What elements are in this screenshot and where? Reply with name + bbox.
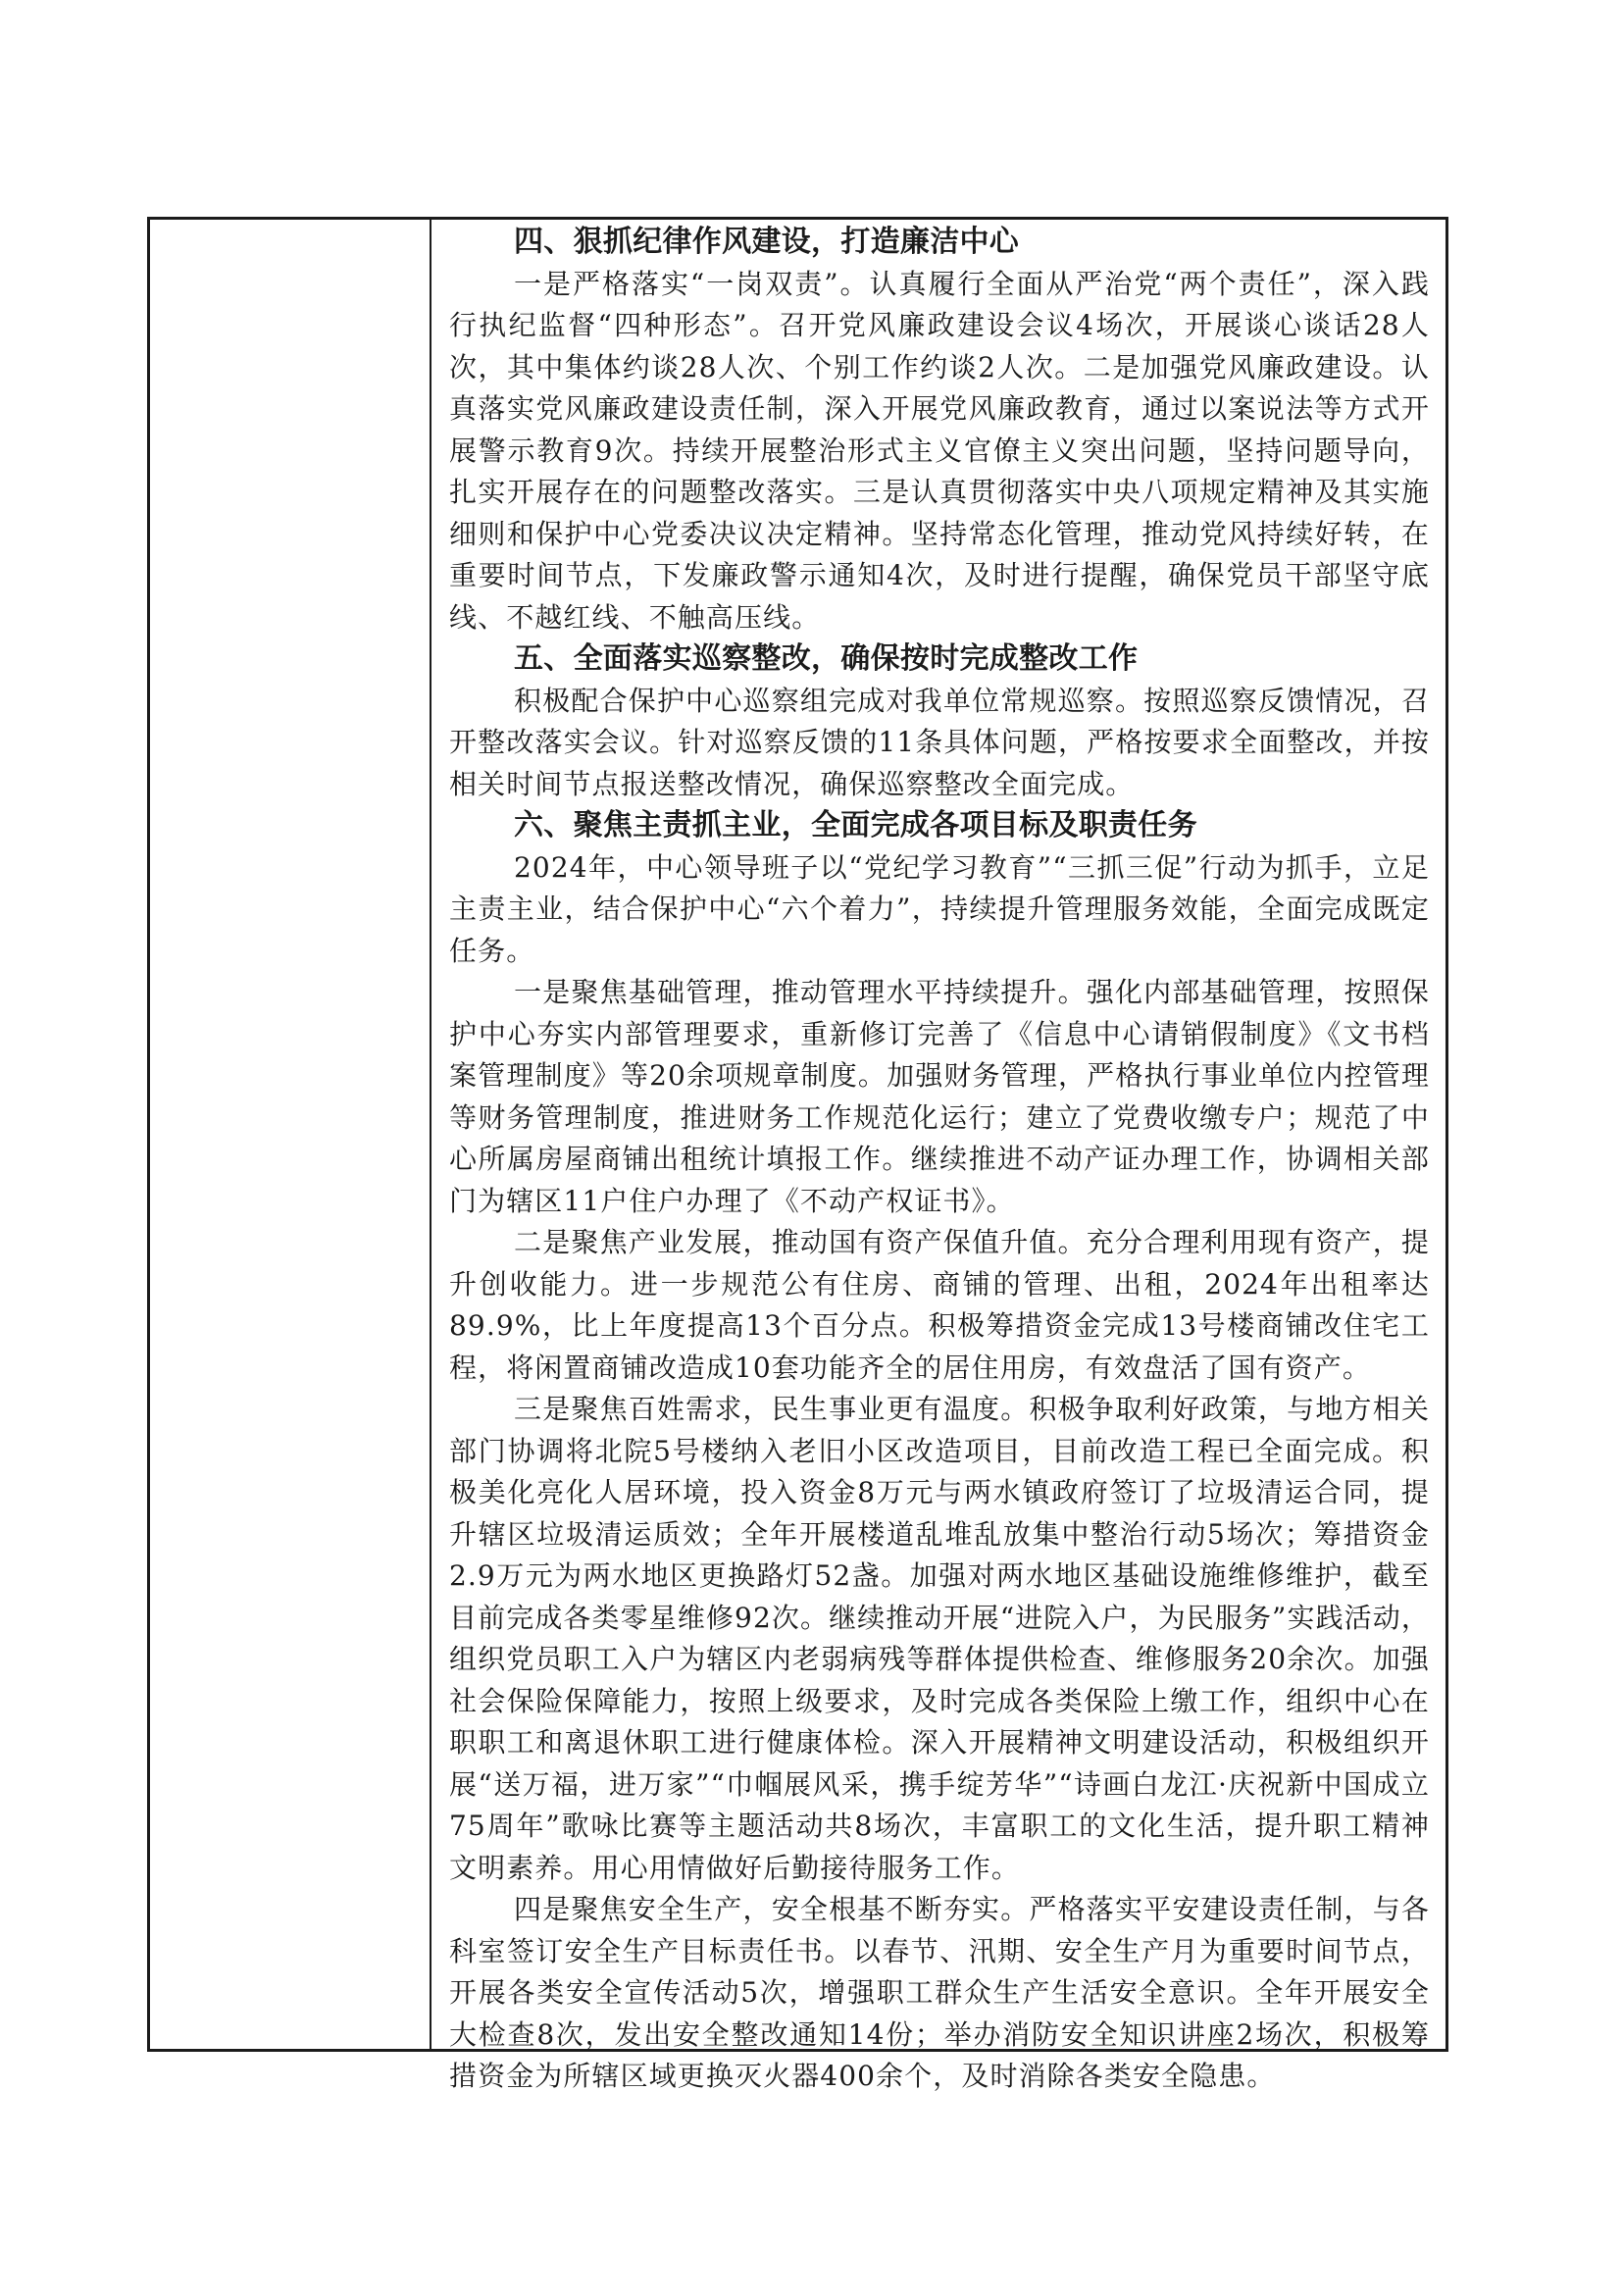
section-paragraph: 一是严格落实“一岗双责”。认真履行全面从严治党“两个责任”，深入践行执纪监督“四种形态”。召开党风廉政建设会议4场次，开展谈心谈话28人次，其中集体约谈28人次、个别工作约谈2人次。二是加强党风廉政建设。认真落实党风廉政建设责任制，深入开展党风廉政教育，通过以案说法等方式开展警示教育9次。持续开展整治形式主义官僚主义突出问题，坚持问题导向，扎实开展存在的问题整改落实。三是认真贯彻落实中央八项规定精神及其实施细则和保护中心党委决议决定精神。坚持常态化管理，推动党风持续好转，在重要时间节点，下发廉政警示通知4次，及时进行提醒，确保党员干部坚守底线、不越红线、不触高压线。 [449, 267, 1430, 634]
section-main-responsibilities [449, 805, 1430, 2098]
form-table [147, 217, 1448, 2092]
section-discipline [449, 222, 1430, 638]
section-heading: 四、狠抓纪律作风建设，打造廉洁中心 [514, 225, 1020, 259]
section-inspection-rectification [449, 638, 1430, 805]
section-heading: 六、聚焦主责抓主业，全面完成各项目标及职责任务 [514, 808, 1197, 842]
label-column [150, 220, 431, 2049]
section-paragraph: 四是聚焦安全生产，安全根基不断夯实。严格落实平安建设责任制，与各科室签订安全生产目标责任书。以春节、汛期、安全生产月为重要时间节点，开展各类安全宣传活动5次，增强职工群众生产生活安全意识。全年开展安全大检查8次，发出安全整改通知14份；举办消防安全知识讲座2场次，积极筹措资金为所辖区域更换灭火器400余个，及时消除各类安全隐患。 [449, 1893, 1430, 2092]
section-heading: 五、全面落实巡察整改，确保按时完成整改工作 [514, 641, 1139, 676]
content-column [431, 220, 1445, 2092]
section-paragraph: 一是聚焦基础管理，推动管理水平持续提升。强化内部基础管理，按照保护中心夯实内部管理要求，重新修订完善了《信息中心请销假制度》《文书档案管理制度》等20余项规章制度。加强财务管理，严格执行事业单位内控管理等财务管理制度，推进财务工作规范化运行；建立了党费收缴专户；规范了中心所属房屋商铺出租统计填报工作。继续推进不动产证办理工作，协调相关部门为辖区11户住户办理了《不动产权证书》。 [449, 976, 1430, 1217]
section-paragraph: 二是聚焦产业发展，推动国有资产保值升值。充分合理利用现有资产，提升创收能力。进一步规范公有住房、商铺的管理、出租，2024年出租率达89.9%，比上年度提高13个百分点。积极筹措资金完成13号楼商铺改住宅工程，将闲置商铺改造成10套功能齐全的居住用房，有效盘活了国有资产。 [449, 1226, 1430, 1384]
section-paragraph: 积极配合保护中心巡察组完成对我单位常规巡察。按照巡察反馈情况，召开整改落实会议。针对巡察反馈的11条具体问题，严格按要求全面整改，并按相关时间节点报送整改情况，确保巡察整改全面完成。 [449, 684, 1430, 800]
section-paragraph: 三是聚焦百姓需求，民生事业更有温度。积极争取利好政策，与地方相关部门协调将北院5号楼纳入老旧小区改造项目，目前改造工程已全面完成。积极美化亮化人居环境，投入资金8万元与两水镇政府签订了垃圾清运合同，提升辖区垃圾清运质效；全年开展楼道乱堆乱放集中整治行动5场次；筹措资金2.9万元为两水地区更换路灯52盏。加强对两水地区基础设施维修维护，截至目前完成各类零星维修92次。继续推动开展“进院入户，为民服务”实践活动，组织党员职工入户为辖区内老弱病残等群体提供检查、维修服务20余次。加强社会保险保障能力，按照上级要求，及时完成各类保险上缴工作，组织中心在职职工和离退休职工进行健康体检。深入开展精神文明建设活动，积极组织开展“送万福，进万家”“巾帼展风采，携手绽芳华”“诗画白龙江·庆祝新中国成立75周年”歌咏比赛等主题活动共8场次，丰富职工的文化生活，提升职工精神文明素养。用心用情做好后勤接待服务工作。 [449, 1393, 1430, 1884]
section-paragraph: 2024年，中心领导班子以“党纪学习教育”“三抓三促”行动为抓手，立足主责主业，结合保护中心“六个着力”，持续提升管理服务效能，全面完成既定任务。 [449, 850, 1430, 967]
